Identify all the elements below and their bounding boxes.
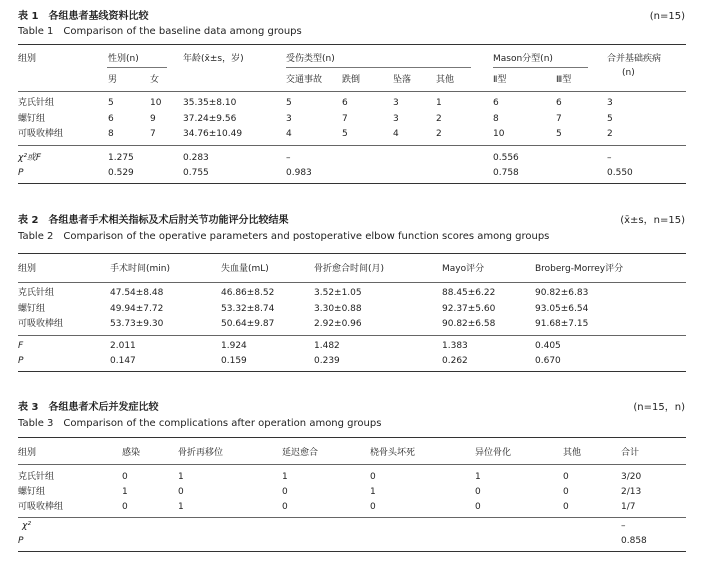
t1-r0-group: 克氏针组: [18, 98, 55, 108]
table1-body-rule: [18, 145, 686, 146]
t3-r0-total: 3/20: [621, 472, 642, 482]
t2-f-heal: 1.482: [314, 341, 340, 351]
t1-stat-sex: 1.275: [108, 153, 134, 163]
t1-injury-subrule: [286, 67, 471, 68]
t1-r1-traffic: 3: [286, 114, 292, 124]
t1-h-age: 年龄(x̄±s，岁): [183, 54, 244, 64]
t1-stat-injury: –: [286, 153, 291, 163]
t2-r0-mayo: 88.45±6.22: [442, 288, 496, 298]
table1-note: (n=15): [649, 11, 685, 22]
t3-r1-ectopic: 0: [475, 487, 481, 497]
t1-h-comorb: 合并基础疾病: [607, 54, 662, 64]
t1-p-comorb: 0.550: [607, 168, 633, 178]
table2-note: (x̄±s，n=15): [620, 215, 685, 226]
t3-p-total: 0.858: [621, 536, 647, 546]
t3-r1-redisp: 0: [178, 487, 184, 497]
t3-r0-group: 克氏针组: [18, 472, 55, 482]
t2-r0-group: 克氏针组: [18, 288, 55, 298]
t3-h-inf: 感染: [122, 448, 141, 458]
t3-p-label: P: [18, 536, 24, 546]
t1-r2-age: 34.76±10.49: [183, 129, 243, 139]
t1-stat-age: 0.283: [183, 153, 209, 163]
t3-r2-other: 0: [563, 502, 569, 512]
t2-r2-group: 可吸收棒组: [18, 319, 64, 329]
t1-r2-fall: 5: [342, 129, 348, 139]
t1-r0-comorb: 3: [607, 98, 613, 108]
t1-r1-other: 2: [436, 114, 442, 124]
t2-r2-heal: 2.92±0.96: [314, 319, 362, 329]
t3-r2-group: 可吸收棒组: [18, 502, 64, 512]
table1-header-rule: [18, 91, 686, 92]
t2-r2-bm: 91.68±7.15: [535, 319, 589, 329]
table2-header-rule: [18, 282, 686, 283]
t3-r1-group: 螺钉组: [18, 487, 46, 497]
t1-h-other: 其他: [436, 75, 455, 85]
t1-r0-male: 5: [108, 98, 114, 108]
t1-r2-traffic: 4: [286, 129, 292, 139]
table3-note: (n=15，n): [633, 402, 685, 413]
t2-r1-mayo: 92.37±5.60: [442, 304, 496, 314]
t1-p-age: 0.755: [183, 168, 209, 178]
t1-h-sex: 性别(n): [108, 54, 139, 64]
t3-r2-total: 1/7: [621, 502, 636, 512]
t1-r2-female: 7: [150, 129, 156, 139]
t1-r1-drop: 3: [393, 114, 399, 124]
table2-title-cn: 表 2 各组患者手术相关指标及术后肘关节功能评分比较结果: [18, 215, 289, 226]
t3-h-other: 其他: [563, 448, 582, 458]
table3-title-cn: 表 3 各组患者术后并发症比较: [18, 402, 159, 413]
t1-r0-m2: 6: [493, 98, 499, 108]
t1-r0-female: 10: [150, 98, 162, 108]
t2-r0-bm: 90.82±6.83: [535, 288, 589, 298]
t2-f-mayo: 1.383: [442, 341, 468, 351]
t2-p-optime: 0.147: [110, 356, 136, 366]
t1-r1-m3: 7: [556, 114, 562, 124]
table2-title-en: Table 2 Comparison of the operative parameters and postoperative elbow function scores among groups: [18, 231, 550, 242]
t2-r0-blood: 46.86±8.52: [221, 288, 275, 298]
t2-p-blood: 0.159: [221, 356, 247, 366]
t2-h-group: 组别: [18, 264, 37, 274]
t3-r0-ectopic: 1: [475, 472, 481, 482]
t1-r2-m2: 10: [493, 129, 505, 139]
table2-body-rule: [18, 335, 686, 336]
t3-h-necro: 桡骨头坏死: [370, 448, 416, 458]
table2-bottom-rule: [18, 371, 686, 372]
t1-r1-group: 螺钉组: [18, 114, 46, 124]
t1-h-mason: Mason分型(n): [493, 54, 553, 64]
t2-r1-group: 螺钉组: [18, 304, 46, 314]
t2-r2-mayo: 90.82±6.58: [442, 319, 496, 329]
table1-top-rule: [18, 44, 686, 45]
table1-title-en: Table 1 Comparison of the baseline data among groups: [18, 26, 302, 37]
t1-r2-group: 可吸收棒组: [18, 129, 64, 139]
t1-h-female: 女: [150, 75, 160, 85]
t1-r0-drop: 3: [393, 98, 399, 108]
t1-h-injury: 受伤类型(n): [286, 54, 335, 64]
t3-r2-redisp: 1: [178, 502, 184, 512]
t1-r1-male: 6: [108, 114, 114, 124]
t3-r1-delay: 0: [282, 487, 288, 497]
t3-r1-necro: 1: [370, 487, 376, 497]
t1-r0-other: 1: [436, 98, 442, 108]
table3-title-en: Table 3 Comparison of the complications after operation among groups: [18, 418, 382, 429]
t3-h-total: 合计: [621, 448, 640, 458]
t1-h-m3: Ⅲ型: [556, 75, 572, 85]
t3-r2-necro: 0: [370, 502, 376, 512]
t1-r0-age: 35.35±8.10: [183, 98, 237, 108]
table3-body-rule: [18, 517, 686, 518]
t2-r0-heal: 3.52±1.05: [314, 288, 362, 298]
t2-h-mayo: Mayo评分: [442, 264, 485, 274]
t3-r1-inf: 1: [122, 487, 128, 497]
t1-h-comorb-unit: (n): [622, 68, 635, 78]
t2-h-bm: Broberg-Morrey评分: [535, 264, 624, 274]
t3-h-ectopic: 异位骨化: [475, 448, 512, 458]
t1-r1-comorb: 5: [607, 114, 613, 124]
t1-sex-subrule: [107, 67, 167, 68]
t2-p-label: P: [18, 356, 24, 366]
t1-r1-fall: 7: [342, 114, 348, 124]
t1-h-m2: Ⅱ型: [493, 75, 507, 85]
table1-title-cn: 表 1 各组患者基线资料比较: [18, 11, 149, 22]
t1-r2-other: 2: [436, 129, 442, 139]
t2-f-bm: 0.405: [535, 341, 561, 351]
t2-r1-optime: 49.94±7.72: [110, 304, 164, 314]
t1-r2-male: 8: [108, 129, 114, 139]
t1-r2-m3: 5: [556, 129, 562, 139]
table1-bottom-rule: [18, 183, 686, 184]
t1-h-male: 男: [108, 75, 118, 85]
t1-r2-drop: 4: [393, 129, 399, 139]
t3-r0-inf: 0: [122, 472, 128, 482]
t1-r1-age: 37.24±9.56: [183, 114, 237, 124]
t2-h-blood: 失血量(mL): [221, 264, 269, 274]
t2-r1-bm: 93.05±6.54: [535, 304, 589, 314]
t1-mason-subrule: [493, 67, 588, 68]
table3-header-rule: [18, 464, 686, 465]
t2-f-optime: 2.011: [110, 341, 136, 351]
t3-r0-redisp: 1: [178, 472, 184, 482]
t1-r0-fall: 6: [342, 98, 348, 108]
t2-r0-optime: 47.54±8.48: [110, 288, 164, 298]
t3-r2-ectopic: 0: [475, 502, 481, 512]
t1-r1-female: 9: [150, 114, 156, 124]
t2-f-label: F: [18, 341, 24, 351]
t2-p-bm: 0.670: [535, 356, 561, 366]
t1-h-fall: 跌倒: [342, 75, 361, 85]
table2-top-rule: [18, 253, 686, 254]
t3-h-delay: 延迟愈合: [282, 448, 319, 458]
t3-r0-other: 0: [563, 472, 569, 482]
t1-h-traffic: 交通事故: [286, 75, 323, 85]
t2-f-blood: 1.924: [221, 341, 247, 351]
table3-top-rule: [18, 437, 686, 438]
t2-r2-optime: 53.73±9.30: [110, 319, 164, 329]
t1-p-label: P: [18, 168, 24, 178]
t3-r0-delay: 1: [282, 472, 288, 482]
t1-h-group: 组别: [18, 54, 37, 64]
t2-p-heal: 0.239: [314, 356, 340, 366]
t2-r1-blood: 53.32±8.74: [221, 304, 275, 314]
t1-p-sex: 0.529: [108, 168, 134, 178]
t1-p-mason: 0.758: [493, 168, 519, 178]
t2-h-optime: 手术时间(min): [110, 264, 170, 274]
t3-r0-necro: 0: [370, 472, 376, 482]
t2-r1-heal: 3.30±0.88: [314, 304, 362, 314]
t3-r1-other: 0: [563, 487, 569, 497]
t1-stat-comorb: –: [607, 153, 612, 163]
t2-r2-blood: 50.64±9.87: [221, 319, 275, 329]
t3-x2-total: –: [621, 521, 626, 531]
t3-h-group: 组别: [18, 448, 37, 458]
t1-r1-m2: 8: [493, 114, 499, 124]
t3-r2-inf: 0: [122, 502, 128, 512]
t1-r0-traffic: 5: [286, 98, 292, 108]
t2-p-mayo: 0.262: [442, 356, 468, 366]
t3-h-redisp: 骨折再移位: [178, 448, 224, 458]
t2-h-heal: 骨折愈合时间(月): [314, 264, 385, 274]
t1-h-drop: 坠落: [393, 75, 412, 85]
table3-bottom-rule: [18, 551, 686, 552]
t3-r1-total: 2/13: [621, 487, 642, 497]
t3-x2-label: χ²: [22, 521, 31, 531]
t3-r2-delay: 0: [282, 502, 288, 512]
t1-r2-comorb: 2: [607, 129, 613, 139]
t1-p-injury: 0.983: [286, 168, 312, 178]
t1-stat-label: χ²或F: [18, 153, 42, 163]
t1-stat-mason: 0.556: [493, 153, 519, 163]
t1-r0-m3: 6: [556, 98, 562, 108]
